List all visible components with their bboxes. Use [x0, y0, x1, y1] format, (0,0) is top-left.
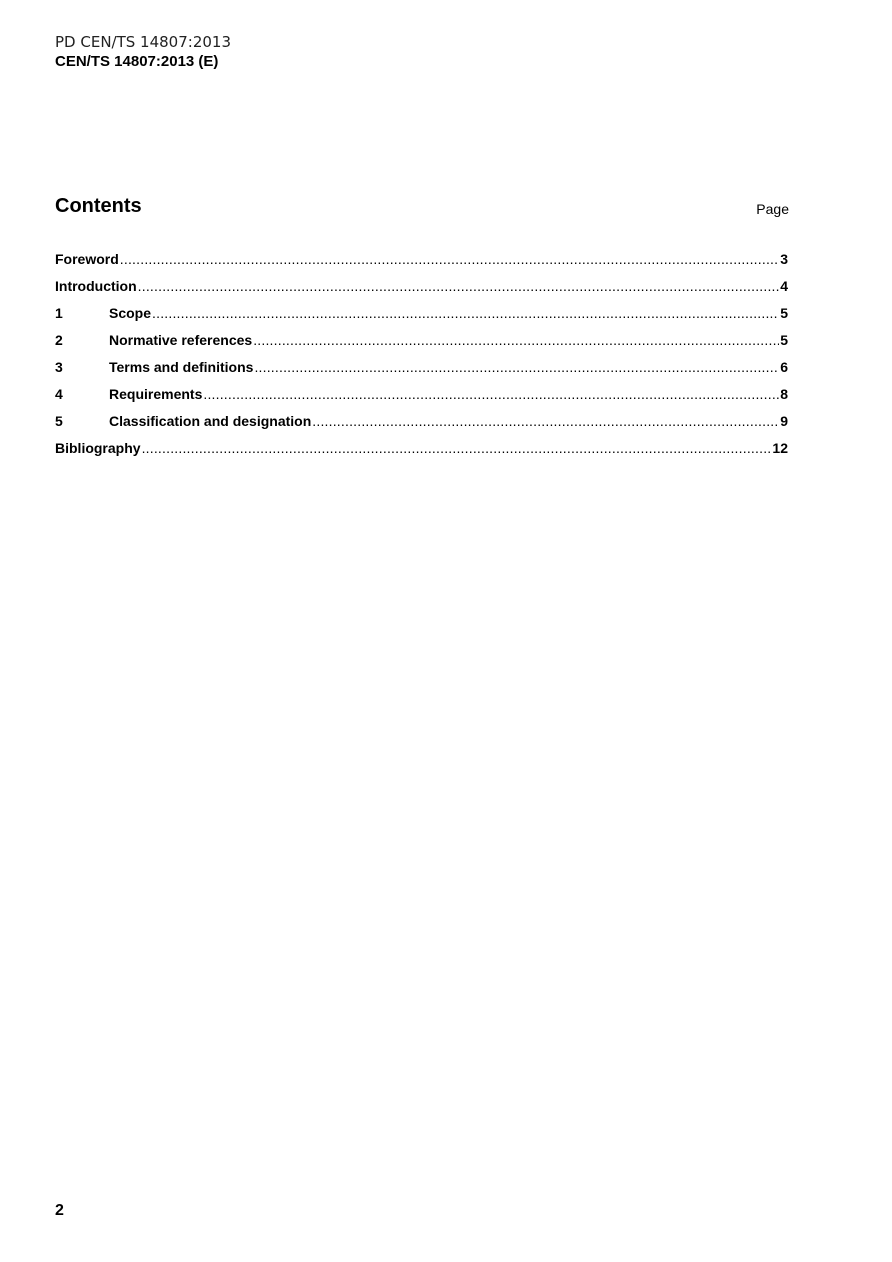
toc-entry-title: Requirements: [109, 386, 203, 402]
toc-entry-foreword[interactable]: [55, 251, 788, 278]
table-of-contents: [55, 251, 788, 467]
toc-entry-number: 3: [55, 359, 63, 375]
contents-heading: Contents: [55, 195, 142, 217]
toc-entry-page: 9: [780, 413, 788, 429]
toc-entry-number: 1: [55, 305, 63, 321]
page-number: 2: [55, 1202, 64, 1219]
toc-entry-page: 3: [780, 251, 788, 267]
toc-leader-dots: [203, 386, 779, 402]
toc-leader-dots: [120, 251, 779, 267]
document-id: PD CEN/TS 14807:2013: [55, 33, 231, 51]
toc-entry-page: 6: [780, 359, 788, 375]
toc-leader-dots: [138, 278, 780, 294]
toc-leader-dots: [312, 413, 779, 429]
toc-entry-normative-references[interactable]: [55, 332, 788, 359]
page-column-label: Page: [756, 201, 789, 217]
toc-entry-number: 4: [55, 386, 63, 402]
toc-entry-page: 8: [780, 386, 788, 402]
toc-entry-requirements[interactable]: [55, 386, 788, 413]
toc-leader-dots: [152, 305, 779, 321]
toc-leader-dots: [254, 359, 779, 375]
document-id-edition: CEN/TS 14807:2013 (E): [55, 53, 219, 70]
toc-entry-bibliography[interactable]: [55, 440, 788, 467]
toc-entry-number: 5: [55, 413, 63, 429]
toc-entry-title: Foreword: [55, 251, 119, 267]
toc-entry-title: Terms and definitions: [109, 359, 254, 375]
toc-entry-terms-and-definitions[interactable]: [55, 359, 788, 386]
toc-leader-dots: [253, 332, 779, 348]
toc-entry-number: 2: [55, 332, 63, 348]
toc-entry-classification-and-designation[interactable]: [55, 413, 788, 440]
toc-entry-title: Normative references: [109, 332, 253, 348]
toc-entry-page: 5: [780, 305, 788, 321]
toc-entry-page: 4: [780, 278, 788, 294]
toc-entry-introduction[interactable]: [55, 278, 788, 305]
toc-entry-title: Bibliography: [55, 440, 141, 456]
toc-entry-title: Classification and designation: [109, 413, 312, 429]
toc-entry-page: 5: [780, 332, 788, 348]
toc-entry-scope[interactable]: [55, 305, 788, 332]
toc-entry-page: 12: [772, 440, 788, 456]
toc-entry-title: Scope: [109, 305, 152, 321]
toc-entry-title: Introduction: [55, 278, 137, 294]
toc-leader-dots: [142, 440, 772, 456]
